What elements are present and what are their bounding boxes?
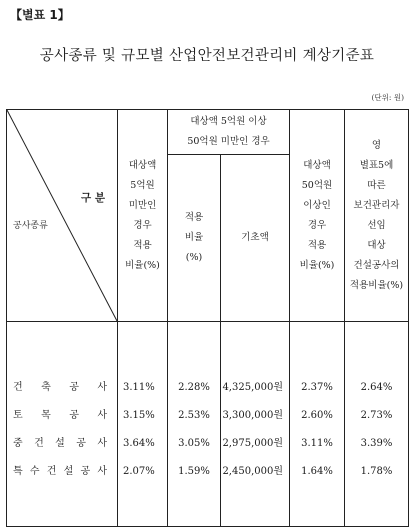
- table-cell: 2.53%: [178, 410, 210, 421]
- table-cell: 3.64%: [123, 438, 155, 449]
- base-amount-column: [221, 322, 290, 527]
- construction-type-column: [7, 322, 118, 527]
- header-under-5b: 대상액 5억원 미만인 경우 적용 비율(%): [118, 110, 168, 322]
- table-cell: 3.39%: [360, 438, 393, 449]
- table-cell: 2,450,000원: [222, 466, 283, 477]
- table-row-label: 건 축 공 사: [13, 382, 107, 393]
- table-cell: 2.64%: [360, 382, 393, 393]
- table-cell: 3.15%: [123, 410, 155, 421]
- table-cell: 2,975,000원: [222, 438, 283, 449]
- 5b-to-50b-rate-column: [168, 322, 221, 527]
- header-division-label: 구 분: [81, 192, 105, 204]
- header-5b-to-50b-base: 기초액: [221, 155, 290, 322]
- table-cell: 1.59%: [178, 466, 210, 477]
- table-cell: 1.64%: [301, 466, 333, 477]
- over-50b-rate-column: [290, 322, 345, 527]
- table-cell: 4,325,000원: [222, 382, 283, 393]
- table-cell: 3.11%: [123, 382, 155, 393]
- header-annex5: 영 별표5에 따른 보건관리자 선임 대상 건설공사의 적용비율(%): [345, 110, 409, 322]
- table-cell: 1.78%: [360, 466, 393, 477]
- table-cell: 2.73%: [360, 410, 393, 421]
- header-construction-type-label: 공사종류: [13, 221, 48, 231]
- table-cell: 2.28%: [178, 382, 210, 393]
- table-cell: 2.37%: [301, 382, 333, 393]
- table-row-label: 중 건 설 공 사: [13, 438, 107, 449]
- rate-table: [6, 109, 409, 527]
- table-cell: 2.60%: [301, 410, 333, 421]
- unit-note: (단위: 원): [371, 93, 404, 102]
- table-row-label: 토 목 공 사: [13, 410, 107, 421]
- table-cell: 3,300,000원: [222, 410, 283, 421]
- document-title: 공사종류 및 규모별 산업안전보건관리비 계상기준표: [39, 48, 375, 64]
- annex5-rate-column: [345, 322, 409, 527]
- annex-label: 【별표 1】: [10, 8, 70, 22]
- under-5b-rate-column: [118, 322, 168, 527]
- header-5b-to-50b-group: 대상액 5억원 이상 50억원 미만인 경우: [168, 110, 290, 155]
- header-division-cell: [7, 110, 118, 322]
- header-over-50b: 대상액 50억원 이상인 경우 적용 비율(%): [290, 110, 345, 322]
- table-cell: 2.07%: [123, 466, 155, 477]
- table-cell: 3.11%: [301, 438, 333, 449]
- table-cell: 3.05%: [178, 438, 210, 449]
- header-5b-to-50b-rate: 적용 비율 (%): [168, 155, 221, 322]
- table-row-label: 특 수 건 설 공 사: [13, 466, 107, 477]
